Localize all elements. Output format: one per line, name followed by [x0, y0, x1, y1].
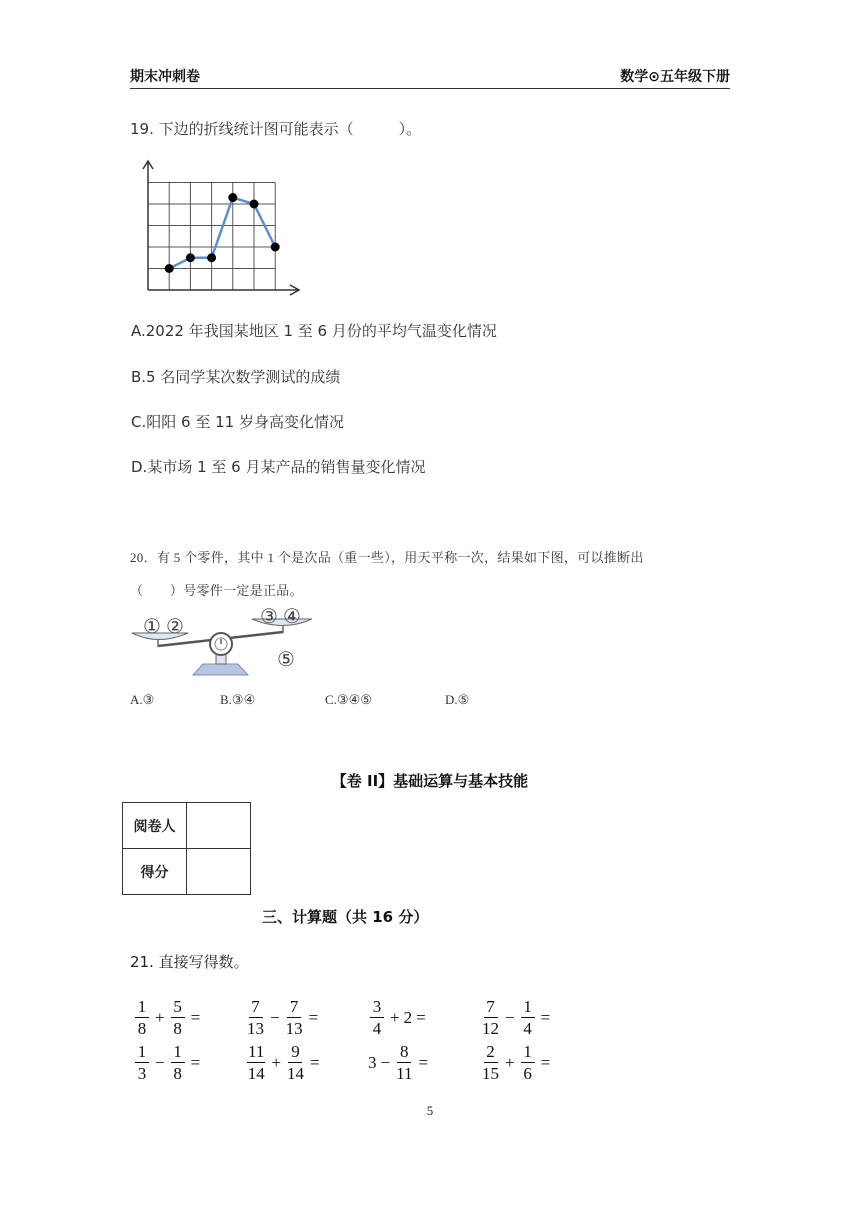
calc-expression[interactable] [368, 998, 430, 1037]
denominator: 13 [247, 1019, 264, 1038]
data-point [271, 243, 280, 252]
fraction [135, 998, 149, 1037]
q19-option-b[interactable]: B.5 名同学某次数学测试的成绩 [131, 368, 341, 386]
score-label: 得分 [123, 849, 187, 895]
q20-option-c[interactable]: C.③④⑤ [325, 692, 372, 707]
q19-option-a[interactable]: A.2022 年我国某地区 1 至 6 月份的平均气温变化情况 [131, 322, 497, 340]
fraction [171, 998, 185, 1037]
numerator: 1 [171, 1043, 185, 1063]
header-title-left: 期末冲刺卷 [130, 69, 200, 85]
equals-sign: = [418, 1052, 429, 1072]
operator: − [155, 1052, 165, 1072]
operator: − [270, 1007, 280, 1027]
q20-stem-line2: （ ）号零件一定是正品。 [130, 583, 303, 598]
reviewer-cell[interactable] [187, 803, 251, 849]
equals-sign: = [416, 1007, 426, 1027]
operator: + [390, 1007, 400, 1027]
fraction [171, 1043, 185, 1082]
operator: − [380, 1052, 391, 1072]
balance-scale-illustration [128, 602, 328, 682]
part-3: ③ [260, 604, 278, 628]
numerator: 11 [248, 1042, 265, 1061]
calc-expression[interactable] [133, 998, 204, 1037]
score-cell[interactable] [187, 849, 251, 895]
equals-sign: = [540, 1052, 551, 1072]
numerator: 1 [135, 1043, 149, 1063]
numerator: 7 [287, 998, 301, 1018]
denominator: 12 [482, 1019, 499, 1038]
denominator: 14 [286, 1064, 304, 1083]
numerator: 1 [521, 998, 535, 1018]
q19-line-chart [138, 158, 308, 300]
numerator: 1 [135, 998, 149, 1018]
equals-sign: = [540, 1007, 551, 1027]
equals-sign: = [190, 1052, 201, 1072]
denominator: 11 [396, 1064, 413, 1083]
data-point [186, 253, 195, 262]
calc-section-title: 三、计算题（共 16 分） [262, 908, 429, 926]
fraction [482, 1043, 499, 1082]
calc-expression[interactable] [368, 1043, 432, 1082]
scale-base [193, 664, 248, 675]
grader-table [122, 802, 251, 895]
q20-option-a[interactable]: A.③ [130, 692, 155, 707]
numerator: 2 [484, 1043, 498, 1063]
numerator: 9 [288, 1043, 302, 1063]
data-point [228, 193, 237, 202]
fraction [521, 998, 535, 1037]
calc-expression[interactable] [245, 998, 322, 1037]
numerator: 1 [521, 1043, 535, 1063]
operator: + [505, 1052, 515, 1072]
denominator: 4 [372, 1019, 382, 1038]
numerator: 8 [397, 1043, 411, 1063]
fraction [286, 998, 303, 1037]
denominator: 8 [173, 1019, 182, 1038]
numerator: 7 [249, 998, 263, 1018]
part-2: ② [166, 614, 184, 638]
series-line [169, 198, 275, 269]
header-divider [130, 88, 730, 89]
denominator: 8 [137, 1019, 147, 1038]
part-5: ⑤ [277, 647, 295, 671]
denominator: 3 [137, 1064, 147, 1083]
fraction [396, 1043, 412, 1082]
denominator: 14 [247, 1064, 265, 1083]
q20-option-d[interactable]: D.⑤ [445, 692, 470, 707]
part-4: ④ [283, 604, 301, 628]
calc-expression[interactable] [480, 1043, 554, 1082]
denominator: 13 [285, 1019, 303, 1038]
data-point [207, 253, 216, 262]
data-point [165, 264, 174, 273]
operator: − [505, 1007, 515, 1027]
numerator: 3 [370, 998, 384, 1018]
calc-expression[interactable] [133, 1043, 204, 1082]
calc-expression[interactable] [245, 1043, 324, 1082]
q20-option-b[interactable]: B.③④ [220, 692, 256, 707]
section-2-title: 【卷 II】基础运算与基本技能 [331, 772, 529, 790]
chart-grid [148, 183, 275, 291]
denominator: 4 [523, 1019, 532, 1038]
denominator: 6 [523, 1064, 532, 1083]
q19-option-c[interactable]: C.阳阳 6 至 11 岁身高变化情况 [131, 413, 344, 431]
part-1: ① [143, 614, 161, 638]
q20-stem-line1: 20．有 5 个零件，其中 1 个是次品（重一些），用天平称一次，结果如下图，可以推断出 [130, 550, 644, 565]
reviewer-label: 阅卷人 [123, 803, 187, 849]
calc-expression[interactable] [480, 998, 554, 1037]
operator: + [271, 1052, 281, 1072]
equals-sign: = [190, 1007, 201, 1027]
fraction [247, 998, 264, 1037]
equals-sign: = [309, 1052, 320, 1072]
data-point [250, 200, 259, 209]
whole-number: 3 [368, 1052, 377, 1072]
operator: + [155, 1007, 165, 1027]
fraction [482, 998, 499, 1037]
fraction [287, 1043, 304, 1082]
page-number: 5 [426, 1103, 434, 1118]
numerator: 5 [171, 998, 185, 1018]
denominator: 8 [173, 1064, 182, 1083]
whole-number: 2 [403, 1007, 413, 1027]
fraction [521, 1043, 535, 1082]
fraction [370, 998, 384, 1037]
fraction [247, 1043, 265, 1082]
denominator: 15 [482, 1064, 499, 1083]
q21-stem: 21. 直接写得数。 [130, 953, 249, 971]
numerator: 7 [484, 998, 498, 1018]
q19-stem: 19. 下边的折线统计图可能表示（ ）。 [130, 120, 422, 138]
equals-sign: = [308, 1007, 319, 1027]
q19-option-d[interactable]: D.某市场 1 至 6 月某产品的销售量变化情况 [131, 458, 426, 476]
fraction [135, 1043, 149, 1082]
header-title-right: 数学⊙五年级下册 [620, 69, 730, 85]
